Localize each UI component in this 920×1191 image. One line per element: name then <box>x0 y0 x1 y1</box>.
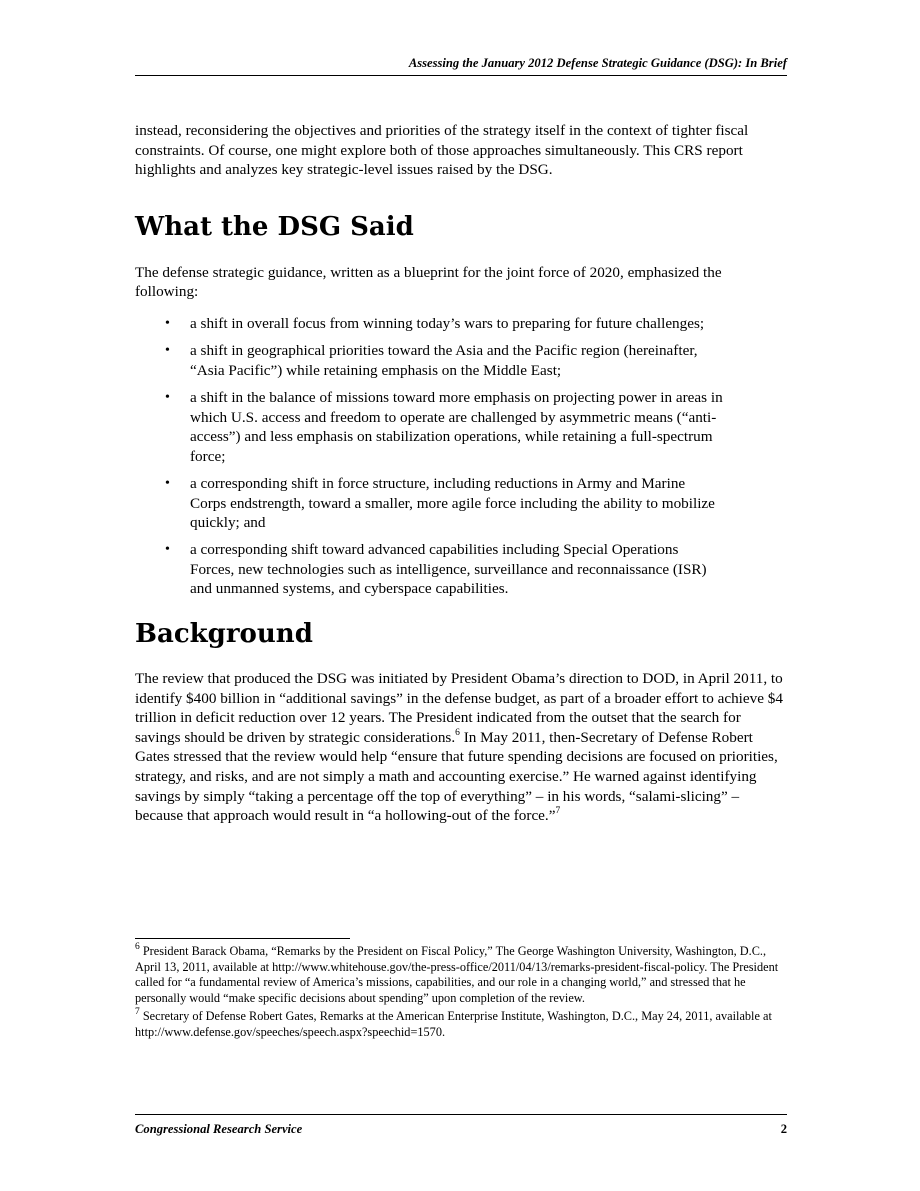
footnote-text: President Barack Obama, “Remarks by the President on Fiscal Policy,” The George Washington University, Washington, D.C., April 13, 2011, available at http://www.whitehouse.gov/the-press-office/2011/04/13/remarks-president-fiscal-policy. The President called for “a fundamental review of America’s missions, capabilities, and our role in a changing world,” and stressed that he personally would “make specific decisions about spending” upon completion of the review. <box>135 944 779 1005</box>
running-header: Assessing the January 2012 Defense Strategic Guidance (DSG): In Brief <box>135 56 787 76</box>
footnote-separator <box>135 938 350 939</box>
bullet-icon: • <box>165 475 170 491</box>
footnote-ref-6[interactable]: 6 <box>455 727 460 738</box>
running-footer <box>135 1114 787 1137</box>
list-item-text: a corresponding shift toward advanced capabilities including Special Operations Forces, new technologies such as intelligence, surveillance and reconnaissance (ISR) and unmanned systems, and cyberspace capabilities. <box>190 541 707 598</box>
list-item <box>135 474 725 533</box>
list-item <box>135 540 725 599</box>
list-item-text: a shift in geographical priorities toward the Asia and the Pacific region (hereinafter, “Asia Pacific”) while retaining emphasis on the Middle East; <box>190 342 698 379</box>
list-item <box>135 341 725 380</box>
section-heading-what-dsg-said: What the DSG Said <box>135 211 414 242</box>
intro-paragraph: instead, reconsidering the objectives and priorities of the strategy itself in the context of tighter fiscal constraints. Of course, one might explore both of those approaches simultaneously. This CRS report highlights and analyzes key strategic-level issues raised by the DSG. <box>135 122 749 179</box>
background-text-part1: The review that produced the DSG was initiated by President Obama’s direction to DOD, in April 2011, to identify $400 billion in “additional savings” in the defense budget, as part of a broader effort to achieve $4 trillion in deficit reduction over 12 years. The President indicated from the outset that the search for savings should be driven by strategic considerations. <box>135 670 783 746</box>
page-number: 2 <box>780 1122 787 1136</box>
footnotes <box>135 941 787 1044</box>
page-content <box>135 121 787 826</box>
bullet-icon: • <box>165 542 170 558</box>
footnote-ref-7[interactable]: 7 <box>555 806 561 817</box>
list-item <box>135 314 725 334</box>
footer-organization: Congressional Research Service <box>135 1122 303 1136</box>
footnote-7 <box>135 1009 787 1040</box>
footnote-6 <box>135 941 787 1006</box>
list-item-text: a shift in the balance of missions toward more emphasis on projecting power in areas in which U.S. access and freedom to operate are challenged by asymmetric means (“anti-access”) and less emphasis on stabilization operations, while retaining a full-spectrum force; <box>190 388 723 465</box>
section1-lead-paragraph: The defense strategic guidance, written as a blueprint for the joint force of 2020, emphasized the following: <box>135 263 722 301</box>
footnote-number: 6 <box>135 941 140 952</box>
footnote-text: Secretary of Defense Robert Gates, Remarks at the American Enterprise Institute, Washington, D.C., May 24, 2011, available at http://www.defense.gov/speeches/speech.aspx?speechid=1570. <box>135 1009 772 1039</box>
list-item <box>135 388 725 466</box>
bullet-icon: • <box>165 389 170 405</box>
bullet-icon: • <box>165 315 170 331</box>
list-item-text: a corresponding shift in force structure, including reductions in Army and Marine Corps endstrength, toward a smaller, more agile force including the ability to mobilize quickly; and <box>190 474 715 532</box>
footnote-number: 7 <box>135 1007 140 1018</box>
list-item-text: a shift in overall focus from winning today’s wars to preparing for future challenges; <box>190 314 705 332</box>
background-text-part2: In May 2011, then-Secretary of Defense Robert Gates stressed that the review would help “ensure that future spending decisions are focused on priorities, strategy, and risks, and are not simply a math and accounting exercise.” He warned against identifying savings by simply “taking a percentage off the top of everything” – in his words, “salami-slicing” – because that approach would result in “a hollowing-out of the force.” <box>135 728 778 825</box>
section-heading-background: Background <box>135 619 313 650</box>
emphasis-bullet-list <box>135 314 787 599</box>
bullet-icon: • <box>165 343 170 359</box>
background-paragraph <box>135 669 787 826</box>
